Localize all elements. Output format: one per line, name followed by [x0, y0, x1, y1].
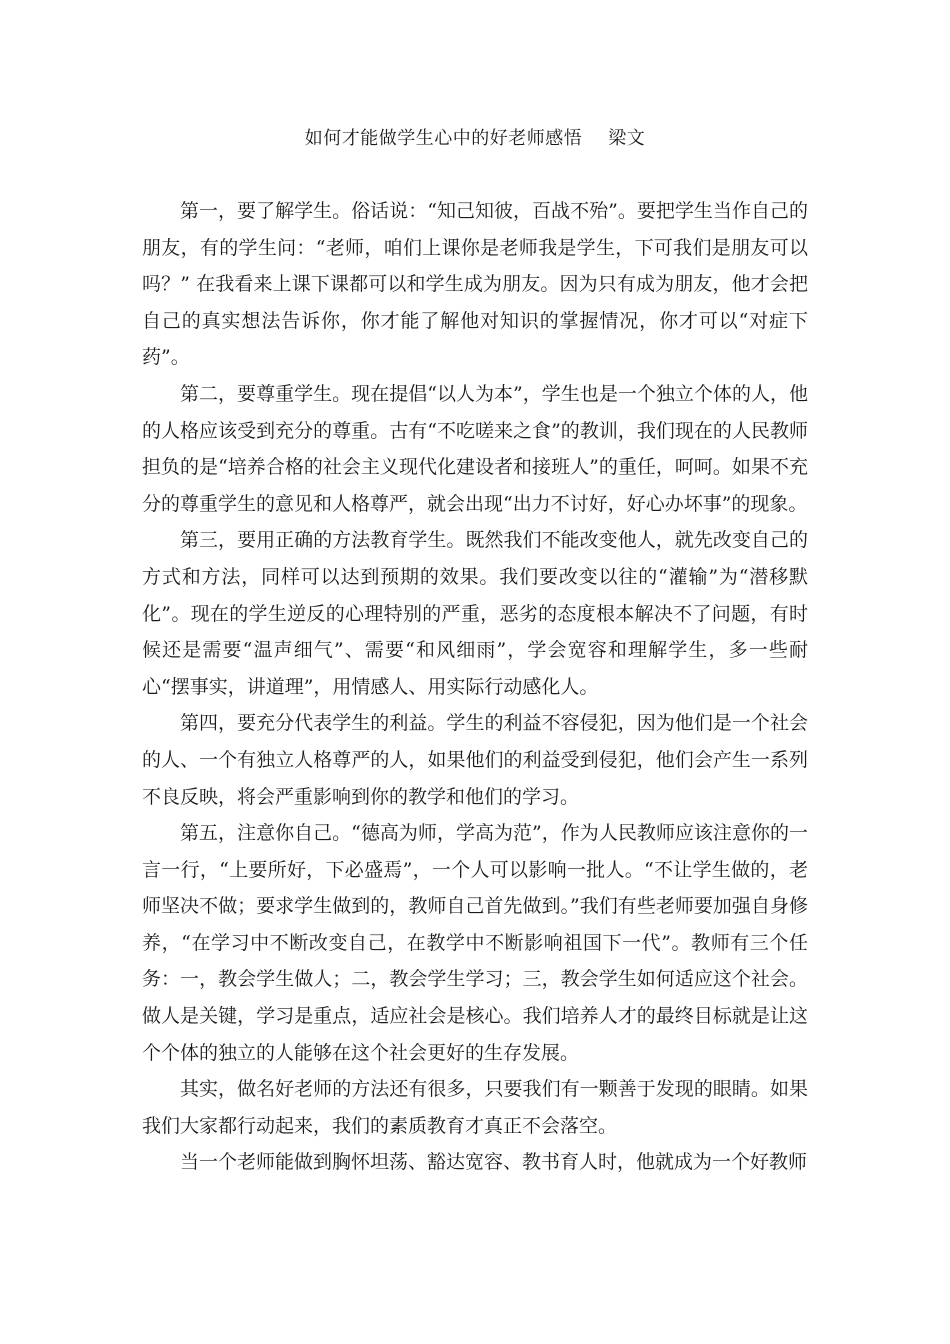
title-text: 如何才能做学生心中的好老师感悟	[304, 128, 583, 149]
document-title	[0, 126, 950, 152]
paragraph-3: 第三，要用正确的方法教育学生。既然我们不能改变他人，就先改变自己的方式和方法，同样可以达到预期的效果。我们要改变以往的“灌输”为“潜移默化”。现在的学生逆反的心理特别的严重，恶劣的态度根本解决不了问题，有时候还是需要“温声细气”、需要“和风细雨”，学会宽容和理解学生，多一些耐心“摆事实，讲道理”，用情感人、用实际行动感化人。	[142, 529, 808, 698]
paragraph-2: 第二，要尊重学生。现在提倡“以人为本”，学生也是一个独立个体的人，他的人格应该受到充分的尊重。古有“不吃嗟来之食”的教训，我们现在的人民教师担负的是“培养合格的社会主义现代化建设者和接班人”的重任，呵呵。如果不充分的尊重学生的意见和人格尊严，就会出现“出力不讨好，好心办坏事”的现象。	[142, 382, 808, 515]
paragraph-6: 其实，做名好老师的方法还有很多，只要我们有一颗善于发现的眼睛。如果我们大家都行动起来，我们的素质教育才真正不会落空。	[142, 1078, 808, 1137]
paragraph-4: 第四，要充分代表学生的利益。学生的利益不容侵犯，因为他们是一个社会的人、一个有独立人格尊严的人，如果他们的利益受到侵犯，他们会产生一系列不良反映，将会严重影响到你的教学和他们的学习。	[142, 712, 808, 808]
author-name: 梁文	[608, 128, 646, 149]
document-body	[142, 193, 808, 1181]
paragraph-5: 第五，注意你自己。“德高为师，学高为范”，作为人民教师应该注意你的一言一行，“上要所好，下必盛焉”，一个人可以影响一批人。“不让学生做的，老师坚决不做；要求学生做到的，教师自己首先做到。”我们有些老师要加强自身修养，“在学习中不断改变自己，在教学中不断影响祖国下一代”。教师有三个任务：一，教会学生做人；二，教会学生学习；三，教会学生如何适应这个社会。做人是关键，学习是重点，适应社会是核心。我们培养人才的最终目标就是让这个个体的独立的人能够在这个社会更好的生存发展。	[142, 822, 808, 1064]
paragraph-1: 第一，要了解学生。俗话说：“知己知彼，百战不殆”。要把学生当作自己的朋友，有的学生问：“老师，咱们上课你是老师我是学生，下可我们是朋友可以吗？” 在我看来上课下课都可以和学生成为朋友。因为只有成为朋友，他才会把自己的真实想法告诉你，你才能了解他对知识的掌握情况，你才可以“对症下药”。	[142, 200, 808, 369]
paragraph-7: 当一个老师能做到胸怀坦荡、豁达宽容、教书育人时，他就成为一个好教师	[180, 1151, 808, 1174]
